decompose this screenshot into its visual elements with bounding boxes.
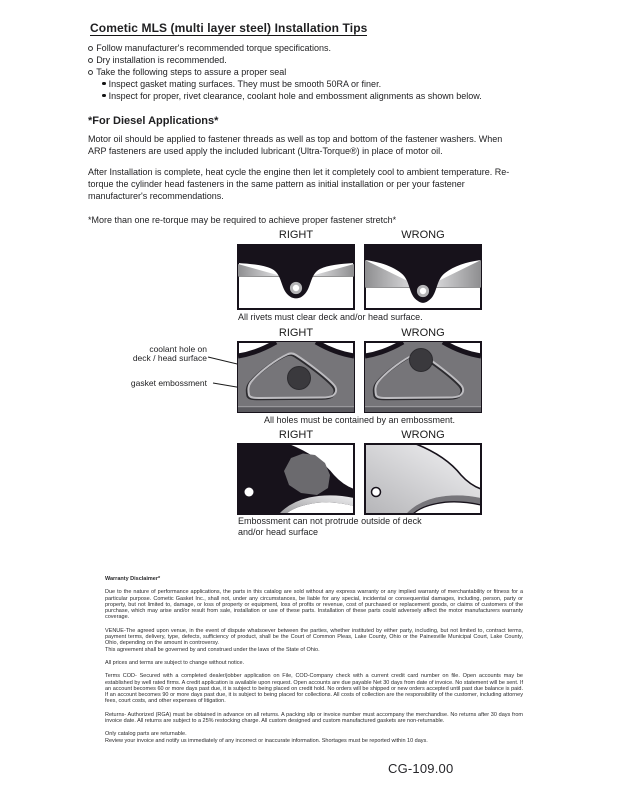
- annotation-text: deck / head surface: [132, 352, 207, 363]
- disclaimer-paragraph: Only catalog parts are returnable.: [105, 731, 187, 738]
- disclaimer-paragraph: VENUE-The agreed upon venue, in the event of dispute whatsoever between the parties, whether instituted by either party, including, but not limited to, contract terms, payment terms, delivery, type, defects, sufficiency of product, shall be the Court of Common Pleas, Lake County, Ohio or the Painesville Municipal Court, Lake County, Ohio, depending on the amount in controversy.: [105, 627, 523, 647]
- list-item: [88, 42, 518, 54]
- list-item: [88, 54, 518, 66]
- bullet-text: Inspect gasket mating surfaces. They must be smooth 50RA or finer.: [108, 79, 382, 89]
- hole-wrong-svg: [364, 341, 482, 413]
- list-item: [102, 78, 518, 90]
- bullet-icon: [88, 70, 93, 75]
- deck-edge-strip: [365, 408, 481, 413]
- list-item: [102, 90, 518, 102]
- coolant-hole: [410, 349, 433, 372]
- disclaimer-paragraph: This agreement shall be governed by and construed under the laws of the State of Ohio.: [105, 646, 320, 653]
- disclaimer-paragraph: Review your invoice and notify us immediately of any incorrect or inaccurate information. Shortages must be reported within 10 days.: [105, 737, 428, 744]
- bullet-text: Take the following steps to assure a proper seal: [96, 67, 287, 77]
- fig1-wrong-label: WRONG: [401, 229, 445, 241]
- bullet-icon: [102, 82, 106, 86]
- bullet-icon: [88, 58, 93, 63]
- fig2-caption: All holes must be contained by an embossment.: [263, 415, 456, 425]
- retorque-note: *More than one re-torque may be required to achieve proper fastener stretch*: [88, 215, 397, 225]
- rivet-center: [293, 285, 299, 291]
- protrusion-wrong-svg: [364, 443, 482, 515]
- disclaimer-paragraph: All prices and terms are subject to change without notice.: [105, 659, 245, 666]
- annotation-text: gasket embossment: [130, 378, 207, 388]
- diesel-heading: *For Diesel Applications*: [88, 115, 219, 127]
- caption-line: Embossment can not protrude outside of deck: [238, 516, 422, 526]
- rivet-center: [420, 288, 426, 294]
- rivet-wrong-svg: [364, 244, 482, 310]
- hole-right-svg: [237, 341, 355, 413]
- protrusion-right-svg: [237, 443, 355, 515]
- fig3-right-diagram: [237, 443, 355, 515]
- fig2-wrong-label: WRONG: [401, 327, 445, 339]
- disclaimer-paragraph: Terms COD- Secured with a completed dealer/jobber application on File, COD-Company check with a current credit card number on file. Open accounts may be established by well rated firms. A credit application is available upon request. Open accounts are due payable Net 30 days from date of invoice. No statement will be sent. If an account becomes 60 or more days past due, it is subject to being placed on credit hold. No orders will be shipped or new orders accepted until past due balance is paid. If an account becomes 90 or more days past due, it is subject to being placed for collections. All costs of collection are the responsibility of the customer, including attorney fees, court costs, and other expenses of litigation.: [105, 673, 523, 705]
- bullet-icon: [102, 94, 106, 98]
- fig2-wrong-diagram: [364, 341, 482, 413]
- bullet-text: Dry installation is recommended.: [96, 55, 227, 65]
- fig2-right-label: RIGHT: [278, 327, 314, 339]
- fig1-right-diagram: [237, 244, 355, 310]
- rivet-right-svg: [237, 244, 355, 310]
- disclaimer-paragraph: Returns- Authorized (RGA) must be obtained in advance on all returns. A packing slip or invoice number must accompany the merchandise. No returns after 30 days from invoice date. All returns are subject to a 25% restocking charge. All custom designed and custom manufactured gaskets are non-returnable.: [105, 711, 523, 725]
- disclaimer-paragraph: Due to the nature of performance applications, the parts in this catalog are sold without any express warranty or any implied warranty of merchantability or fitness for a particular purpose. Cometic Gasket Inc., shall not, under any circumstances, be liable for any special, incidental or consequential damages, including, person, party or property, but not limited to, damage, or loss of property or equipment, loss of profits or revenue, cost of purchased or replacement goods, or claims of customers of the purchase, which may arise and/or result from sale, installation or use of these parts. Installation of these parts could adversely affect the motor manufacturers warranty coverage.: [105, 589, 523, 621]
- annotation-text: coolant hole on: [149, 344, 207, 354]
- page-title: Cometic MLS (multi layer steel) Installation Tips: [90, 21, 368, 35]
- tips-section: [88, 22, 518, 235]
- fig1-caption: All rivets must clear deck and/or head surface.: [238, 312, 423, 322]
- deck-edge-strip: [238, 408, 354, 413]
- list-item: [88, 66, 518, 78]
- paragraph: Motor oil should be applied to fastener threads as well as top and bottom of the fastener washers. When ARP fasteners are used apply the included lubricant (Ultra-Torque®) in place of motor oil.: [88, 134, 503, 156]
- bolt-hole: [372, 488, 381, 497]
- coolant-hole: [288, 367, 311, 390]
- warranty-disclaimer-section: [105, 576, 523, 751]
- fig3-right-label: RIGHT: [278, 429, 314, 441]
- fig3-wrong-diagram: [364, 443, 482, 515]
- caption-line: and/or head surface: [238, 527, 319, 537]
- fig1-right-label: RIGHT: [278, 229, 314, 241]
- bullet-text: Inspect for proper, rivet clearance, coolant hole and embossment alignments as shown below.: [108, 91, 482, 101]
- fig1-wrong-diagram: [364, 244, 482, 310]
- bullet-icon: [88, 46, 93, 51]
- bullet-text: Follow manufacturer's recommended torque specifications.: [96, 43, 332, 53]
- document-number: CG-109.00: [388, 761, 454, 776]
- fig2-right-diagram: [237, 341, 355, 413]
- fig3-wrong-label: WRONG: [401, 429, 445, 441]
- paragraph: After Installation is complete, heat cycle the engine then let it completely cool to ambient temperature. Re-torque the cylinder head fasteners in the same pattern as initial installation or per your fastener manufacturer's recommendations.: [88, 167, 510, 201]
- bolt-hole: [245, 488, 254, 497]
- fig3-caption: [238, 516, 488, 538]
- disclaimer-heading: Warranty Disclaimer*: [105, 576, 161, 582]
